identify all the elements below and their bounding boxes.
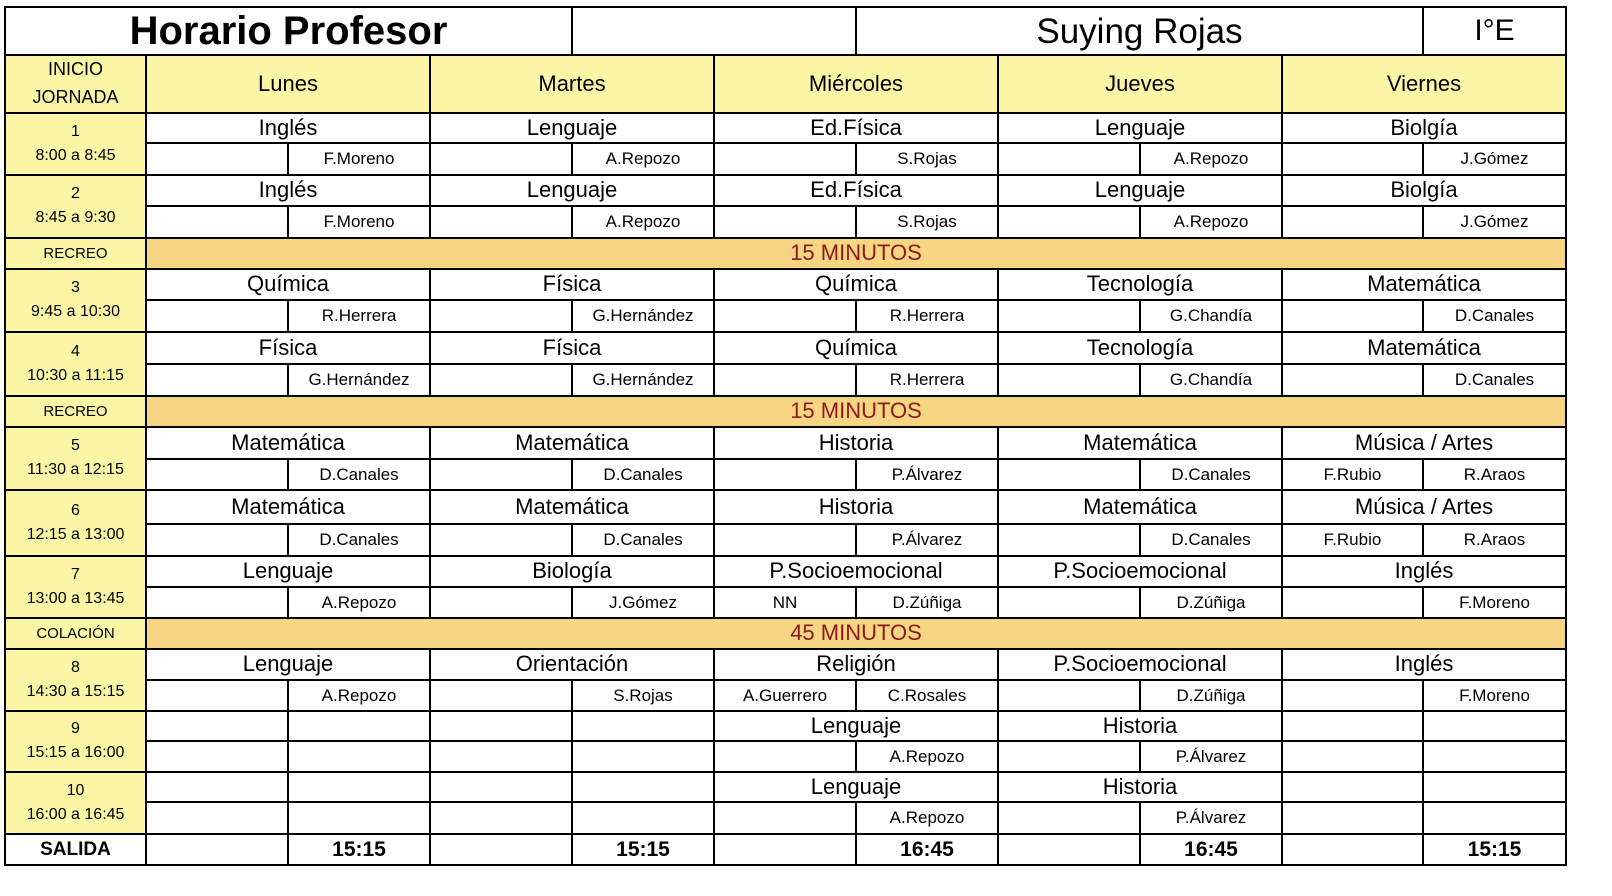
course-label: I°E [1423, 7, 1566, 55]
period-cell [5, 490, 146, 556]
teacher-cell: A.Repozo [1140, 143, 1282, 175]
empty-cell [146, 587, 288, 618]
teacher-cell: G.Chandía [1140, 300, 1282, 332]
subject-cell: Historia [714, 490, 998, 524]
teacher-cell: D.Canales [572, 459, 714, 490]
empty-cell [430, 206, 572, 238]
period-time: 8:45 a 9:30 [35, 209, 116, 227]
period-subject-row [5, 772, 1566, 802]
subject-cell: Biolgía [1282, 175, 1566, 206]
empty-cell [1423, 711, 1566, 741]
period-subject-row [5, 269, 1566, 300]
teacher-cell: S.Rojas [572, 680, 714, 711]
subject-cell: Inglés [146, 175, 430, 206]
period-cell [5, 772, 146, 834]
subject-cell: Religión [714, 649, 998, 680]
teacher-cell: J.Gómez [1423, 206, 1566, 238]
empty-cell [1282, 834, 1423, 865]
day-header-jueves: Jueves [998, 55, 1282, 113]
subject-cell: Química [714, 269, 998, 300]
empty-cell [998, 459, 1140, 490]
empty-cell [1282, 802, 1423, 834]
empty-cell [288, 711, 430, 741]
period-cell [5, 649, 146, 711]
subject-cell: Ed.Física [714, 175, 998, 206]
subject-cell: Inglés [1282, 556, 1566, 587]
empty-cell [146, 834, 288, 865]
subject-cell: Historia [998, 711, 1282, 741]
empty-cell [1282, 300, 1423, 332]
period-teacher-row [5, 364, 1566, 396]
day-header-viernes: Viernes [1282, 55, 1566, 113]
teacher-cell: C.Rosales [856, 680, 998, 711]
period-time: 8:00 a 8:45 [35, 146, 116, 164]
empty-cell [714, 459, 856, 490]
period-time: 14:30 a 15:15 [26, 682, 125, 700]
period-number: 3 [71, 279, 80, 297]
period-cell [5, 427, 146, 490]
teacher-cell: A.Repozo [572, 206, 714, 238]
teacher-cell: S.Rojas [856, 143, 998, 175]
empty-cell [146, 364, 288, 396]
empty-cell [572, 772, 714, 802]
period-cell [5, 711, 146, 772]
subject-cell: Inglés [146, 113, 430, 143]
empty-cell [998, 741, 1140, 772]
teacher-cell: NN [714, 587, 856, 618]
empty-cell [430, 524, 572, 556]
empty-cell [998, 587, 1140, 618]
empty-cell [714, 741, 856, 772]
empty-cell [430, 459, 572, 490]
subject-cell: Biolgía [1282, 113, 1566, 143]
empty-cell [146, 772, 288, 802]
teacher-cell: A.Repozo [856, 802, 998, 834]
period-time: 10:30 a 11:15 [27, 366, 124, 384]
empty-cell [998, 364, 1140, 396]
period-cell [5, 113, 146, 175]
subject-cell: Lenguaje [430, 113, 714, 143]
break-row [5, 238, 1566, 269]
period-number: 10 [66, 781, 85, 799]
teacher-cell: D.Canales [1423, 300, 1566, 332]
period-subject-row [5, 113, 1566, 143]
subject-cell: Matemática [998, 427, 1282, 459]
day-header-row [5, 55, 1566, 113]
empty-cell [288, 802, 430, 834]
period-teacher-row [5, 680, 1566, 711]
empty-cell [430, 772, 572, 802]
teacher-cell: G.Hernández [572, 300, 714, 332]
empty-cell [1423, 802, 1566, 834]
period-number: 9 [71, 720, 80, 738]
salida-time: 16:45 [856, 834, 998, 865]
empty-cell [288, 741, 430, 772]
break-label: COLACIÓN [5, 618, 146, 649]
empty-cell [146, 300, 288, 332]
subject-cell: Tecnología [998, 269, 1282, 300]
subject-cell: Física [430, 269, 714, 300]
empty-cell [1282, 206, 1423, 238]
empty-cell [146, 741, 288, 772]
empty-cell [1423, 741, 1566, 772]
empty-cell [714, 834, 856, 865]
break-duration: 15 MINUTOS [146, 396, 1566, 427]
subject-cell: P.Socioemocional [998, 556, 1282, 587]
empty-cell [430, 741, 572, 772]
empty-cell [430, 680, 572, 711]
teacher-cell: P.Álvarez [856, 459, 998, 490]
period-number: 4 [71, 342, 80, 360]
teacher-cell: D.Canales [1140, 459, 1282, 490]
teacher-cell: A.Guerrero [714, 680, 856, 711]
empty-cell [1282, 711, 1423, 741]
period-time: 11:30 a 12:15 [27, 461, 124, 479]
period-subject-row [5, 556, 1566, 587]
subject-cell: Lenguaje [714, 772, 998, 802]
empty-cell [146, 524, 288, 556]
subject-cell: Historia [998, 772, 1282, 802]
teacher-cell: G.Hernández [572, 364, 714, 396]
header-blank-cell [572, 7, 856, 55]
teacher-cell: D.Canales [288, 524, 430, 556]
subject-cell: Química [146, 269, 430, 300]
empty-cell [430, 587, 572, 618]
period-time: 15:15 a 16:00 [26, 744, 125, 762]
empty-cell [146, 459, 288, 490]
break-duration: 45 MINUTOS [146, 618, 1566, 649]
day-header-lunes: Lunes [146, 55, 430, 113]
empty-cell [146, 802, 288, 834]
teacher-cell: R.Araos [1423, 459, 1566, 490]
teacher-name: Suying Rojas [856, 7, 1423, 55]
period-cell [5, 556, 146, 618]
empty-cell [430, 364, 572, 396]
break-row [5, 618, 1566, 649]
teacher-cell: R.Araos [1423, 524, 1566, 556]
teacher-cell: F.Moreno [288, 206, 430, 238]
teacher-cell: R.Herrera [856, 300, 998, 332]
empty-cell [430, 300, 572, 332]
period-subject-row [5, 490, 1566, 524]
salida-row [5, 834, 1566, 865]
teacher-cell: D.Canales [572, 524, 714, 556]
empty-cell [430, 711, 572, 741]
teacher-cell: F.Rubio [1282, 524, 1423, 556]
period-time: 9:45 a 10:30 [31, 303, 120, 321]
empty-cell [714, 300, 856, 332]
teacher-cell: A.Repozo [572, 143, 714, 175]
empty-cell [998, 143, 1140, 175]
subject-cell: Matemática [146, 490, 430, 524]
subject-cell: P.Socioemocional [714, 556, 998, 587]
subject-cell: P.Socioemocional [998, 649, 1282, 680]
teacher-cell: P.Álvarez [856, 524, 998, 556]
empty-cell [714, 206, 856, 238]
period-number: 2 [71, 185, 80, 203]
teacher-cell: F.Moreno [1423, 680, 1566, 711]
period-teacher-row [5, 143, 1566, 175]
subject-cell: Matemática [1282, 332, 1566, 364]
page-title: Horario Profesor [5, 7, 572, 55]
inicio-jornada-header [5, 55, 146, 113]
empty-cell [998, 206, 1140, 238]
break-label: RECREO [5, 396, 146, 427]
day-header-miercoles: Miércoles [714, 55, 998, 113]
subject-cell: Lenguaje [998, 113, 1282, 143]
teacher-cell: A.Repozo [856, 741, 998, 772]
inicio-jornada-label: JORNADA [32, 86, 119, 107]
empty-cell [146, 143, 288, 175]
inicio-jornada-label: INICIO [47, 59, 103, 79]
empty-cell [1423, 772, 1566, 802]
subject-cell: Orientación [430, 649, 714, 680]
salida-time: 16:45 [1140, 834, 1282, 865]
empty-cell [1282, 587, 1423, 618]
subject-cell: Historia [714, 427, 998, 459]
teacher-cell: A.Repozo [1140, 206, 1282, 238]
teacher-cell: S.Rojas [856, 206, 998, 238]
period-teacher-row [5, 587, 1566, 618]
schedule-table [4, 6, 1567, 866]
empty-cell [714, 802, 856, 834]
teacher-cell: A.Repozo [288, 587, 430, 618]
period-subject-row [5, 649, 1566, 680]
empty-cell [998, 300, 1140, 332]
empty-cell [146, 680, 288, 711]
period-number: 5 [71, 437, 80, 455]
empty-cell [1282, 772, 1423, 802]
subject-cell: Biología [430, 556, 714, 587]
salida-label: SALIDA [5, 834, 146, 865]
empty-cell [998, 834, 1140, 865]
period-teacher-row [5, 802, 1566, 834]
empty-cell [430, 802, 572, 834]
teacher-cell: G.Hernández [288, 364, 430, 396]
period-number: 8 [71, 658, 80, 676]
subject-cell: Lenguaje [430, 175, 714, 206]
period-subject-row [5, 175, 1566, 206]
teacher-cell: R.Herrera [856, 364, 998, 396]
period-time: 12:15 a 13:00 [26, 525, 125, 543]
teacher-cell: G.Chandía [1140, 364, 1282, 396]
subject-cell: Química [714, 332, 998, 364]
teacher-cell: F.Moreno [1423, 587, 1566, 618]
subject-cell: Lenguaje [714, 711, 998, 741]
period-teacher-row [5, 459, 1566, 490]
subject-cell: Lenguaje [998, 175, 1282, 206]
teacher-cell: F.Moreno [288, 143, 430, 175]
empty-cell [146, 206, 288, 238]
empty-cell [430, 834, 572, 865]
salida-time: 15:15 [572, 834, 714, 865]
period-cell [5, 332, 146, 396]
period-teacher-row [5, 300, 1566, 332]
break-row [5, 396, 1566, 427]
empty-cell [998, 680, 1140, 711]
period-number: 1 [71, 122, 80, 140]
subject-cell: Tecnología [998, 332, 1282, 364]
subject-cell: Música / Artes [1282, 427, 1566, 459]
empty-cell [714, 364, 856, 396]
empty-cell [998, 802, 1140, 834]
subject-cell: Matemática [430, 490, 714, 524]
period-number: 6 [71, 501, 80, 519]
teacher-cell: P.Álvarez [1140, 802, 1282, 834]
teacher-cell: D.Zúñiga [1140, 680, 1282, 711]
empty-cell [1282, 143, 1423, 175]
subject-cell: Física [430, 332, 714, 364]
subject-cell: Matemática [146, 427, 430, 459]
salida-time: 15:15 [1423, 834, 1566, 865]
subject-cell: Matemática [1282, 269, 1566, 300]
teacher-cell: D.Zúñiga [1140, 587, 1282, 618]
period-teacher-row [5, 524, 1566, 556]
subject-cell: Física [146, 332, 430, 364]
empty-cell [572, 802, 714, 834]
subject-cell: Ed.Física [714, 113, 998, 143]
period-teacher-row [5, 741, 1566, 772]
day-header-martes: Martes [430, 55, 714, 113]
period-time: 16:00 a 16:45 [26, 805, 125, 823]
period-subject-row [5, 711, 1566, 741]
period-teacher-row [5, 206, 1566, 238]
period-subject-row [5, 332, 1566, 364]
break-label: RECREO [5, 238, 146, 269]
subject-cell: Matemática [430, 427, 714, 459]
subject-cell: Lenguaje [146, 649, 430, 680]
empty-cell [572, 741, 714, 772]
empty-cell [146, 711, 288, 741]
teacher-cell: D.Zúñiga [856, 587, 998, 618]
empty-cell [714, 524, 856, 556]
teacher-cell: P.Álvarez [1140, 741, 1282, 772]
period-cell [5, 269, 146, 332]
teacher-cell: D.Canales [1423, 364, 1566, 396]
empty-cell [572, 711, 714, 741]
empty-cell [430, 143, 572, 175]
salida-time: 15:15 [288, 834, 430, 865]
teacher-cell: J.Gómez [1423, 143, 1566, 175]
period-time: 13:00 a 13:45 [26, 589, 125, 607]
teacher-cell: J.Gómez [572, 587, 714, 618]
subject-cell: Lenguaje [146, 556, 430, 587]
subject-cell: Matemática [998, 490, 1282, 524]
empty-cell [1282, 680, 1423, 711]
period-cell [5, 175, 146, 238]
teacher-cell: F.Rubio [1282, 459, 1423, 490]
teacher-cell: R.Herrera [288, 300, 430, 332]
period-number: 7 [71, 565, 80, 583]
subject-cell: Música / Artes [1282, 490, 1566, 524]
teacher-cell: A.Repozo [288, 680, 430, 711]
teacher-cell: D.Canales [288, 459, 430, 490]
empty-cell [1282, 741, 1423, 772]
empty-cell [714, 143, 856, 175]
empty-cell [1282, 364, 1423, 396]
empty-cell [288, 772, 430, 802]
teacher-cell: D.Canales [1140, 524, 1282, 556]
empty-cell [998, 524, 1140, 556]
period-subject-row [5, 427, 1566, 459]
break-duration: 15 MINUTOS [146, 238, 1566, 269]
subject-cell: Inglés [1282, 649, 1566, 680]
header-row [5, 7, 1566, 55]
